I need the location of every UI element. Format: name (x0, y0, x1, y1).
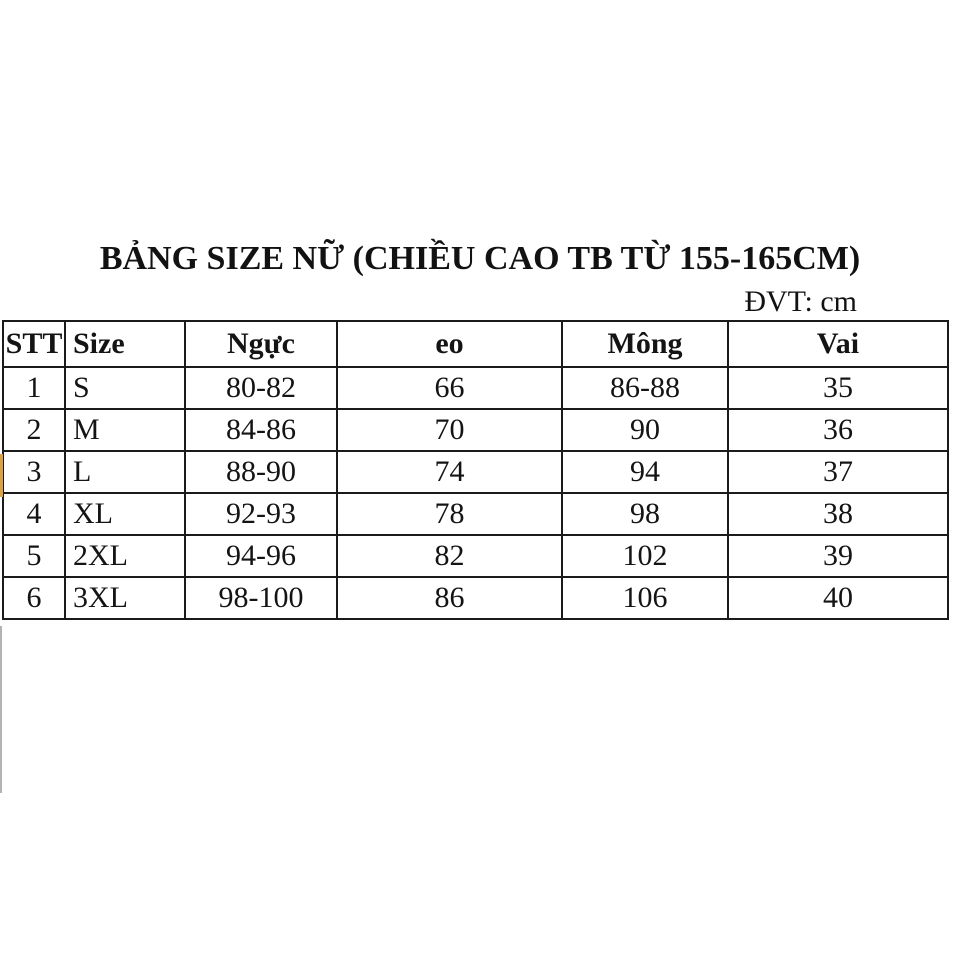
cell-vai: 37 (728, 451, 948, 493)
size-table (2, 320, 949, 620)
cell-eo: 74 (337, 451, 562, 493)
cell-vai: 40 (728, 577, 948, 619)
cell-mong: 94 (562, 451, 728, 493)
cell-nguc: 94-96 (185, 535, 337, 577)
cell-nguc: 84-86 (185, 409, 337, 451)
header-row (3, 321, 948, 367)
column-header-size: Size (65, 321, 185, 367)
cell-size: XL (65, 493, 185, 535)
column-header-nguc: Ngực (185, 321, 337, 367)
size-chart-title: BẢNG SIZE NỮ (CHIỀU CAO TB TỪ 155-165CM) (99, 240, 861, 277)
cell-nguc: 88-90 (185, 451, 337, 493)
cell-mong: 90 (562, 409, 728, 451)
cell-stt: 3 (3, 451, 65, 493)
column-header-vai: Vai (728, 321, 948, 367)
cell-mong: 106 (562, 577, 728, 619)
cell-vai: 39 (728, 535, 948, 577)
table-row (3, 409, 948, 451)
cell-stt: 5 (3, 535, 65, 577)
table-row (3, 451, 948, 493)
column-header-stt: STT (3, 321, 65, 367)
cell-size: L (65, 451, 185, 493)
table-row (3, 535, 948, 577)
row3-left-marker (0, 454, 3, 497)
cell-stt: 6 (3, 577, 65, 619)
column-header-eo: eo (337, 321, 562, 367)
cell-nguc: 80-82 (185, 367, 337, 409)
table-row (3, 367, 948, 409)
cell-nguc: 98-100 (185, 577, 337, 619)
cell-size: M (65, 409, 185, 451)
cell-eo: 78 (337, 493, 562, 535)
cell-eo: 82 (337, 535, 562, 577)
unit-label: ĐVT: cm (744, 285, 857, 318)
column-header-mong: Mông (562, 321, 728, 367)
cell-stt: 1 (3, 367, 65, 409)
cell-stt: 4 (3, 493, 65, 535)
cell-nguc: 92-93 (185, 493, 337, 535)
cell-size: 3XL (65, 577, 185, 619)
cell-eo: 86 (337, 577, 562, 619)
cell-mong: 98 (562, 493, 728, 535)
table-row (3, 577, 948, 619)
cell-vai: 38 (728, 493, 948, 535)
cell-vai: 36 (728, 409, 948, 451)
cell-size: S (65, 367, 185, 409)
left-edge-gridline-artifact (0, 626, 2, 793)
table-row (3, 493, 948, 535)
cell-eo: 66 (337, 367, 562, 409)
cell-eo: 70 (337, 409, 562, 451)
cell-mong: 86-88 (562, 367, 728, 409)
cell-vai: 35 (728, 367, 948, 409)
cell-mong: 102 (562, 535, 728, 577)
cell-stt: 2 (3, 409, 65, 451)
cell-size: 2XL (65, 535, 185, 577)
